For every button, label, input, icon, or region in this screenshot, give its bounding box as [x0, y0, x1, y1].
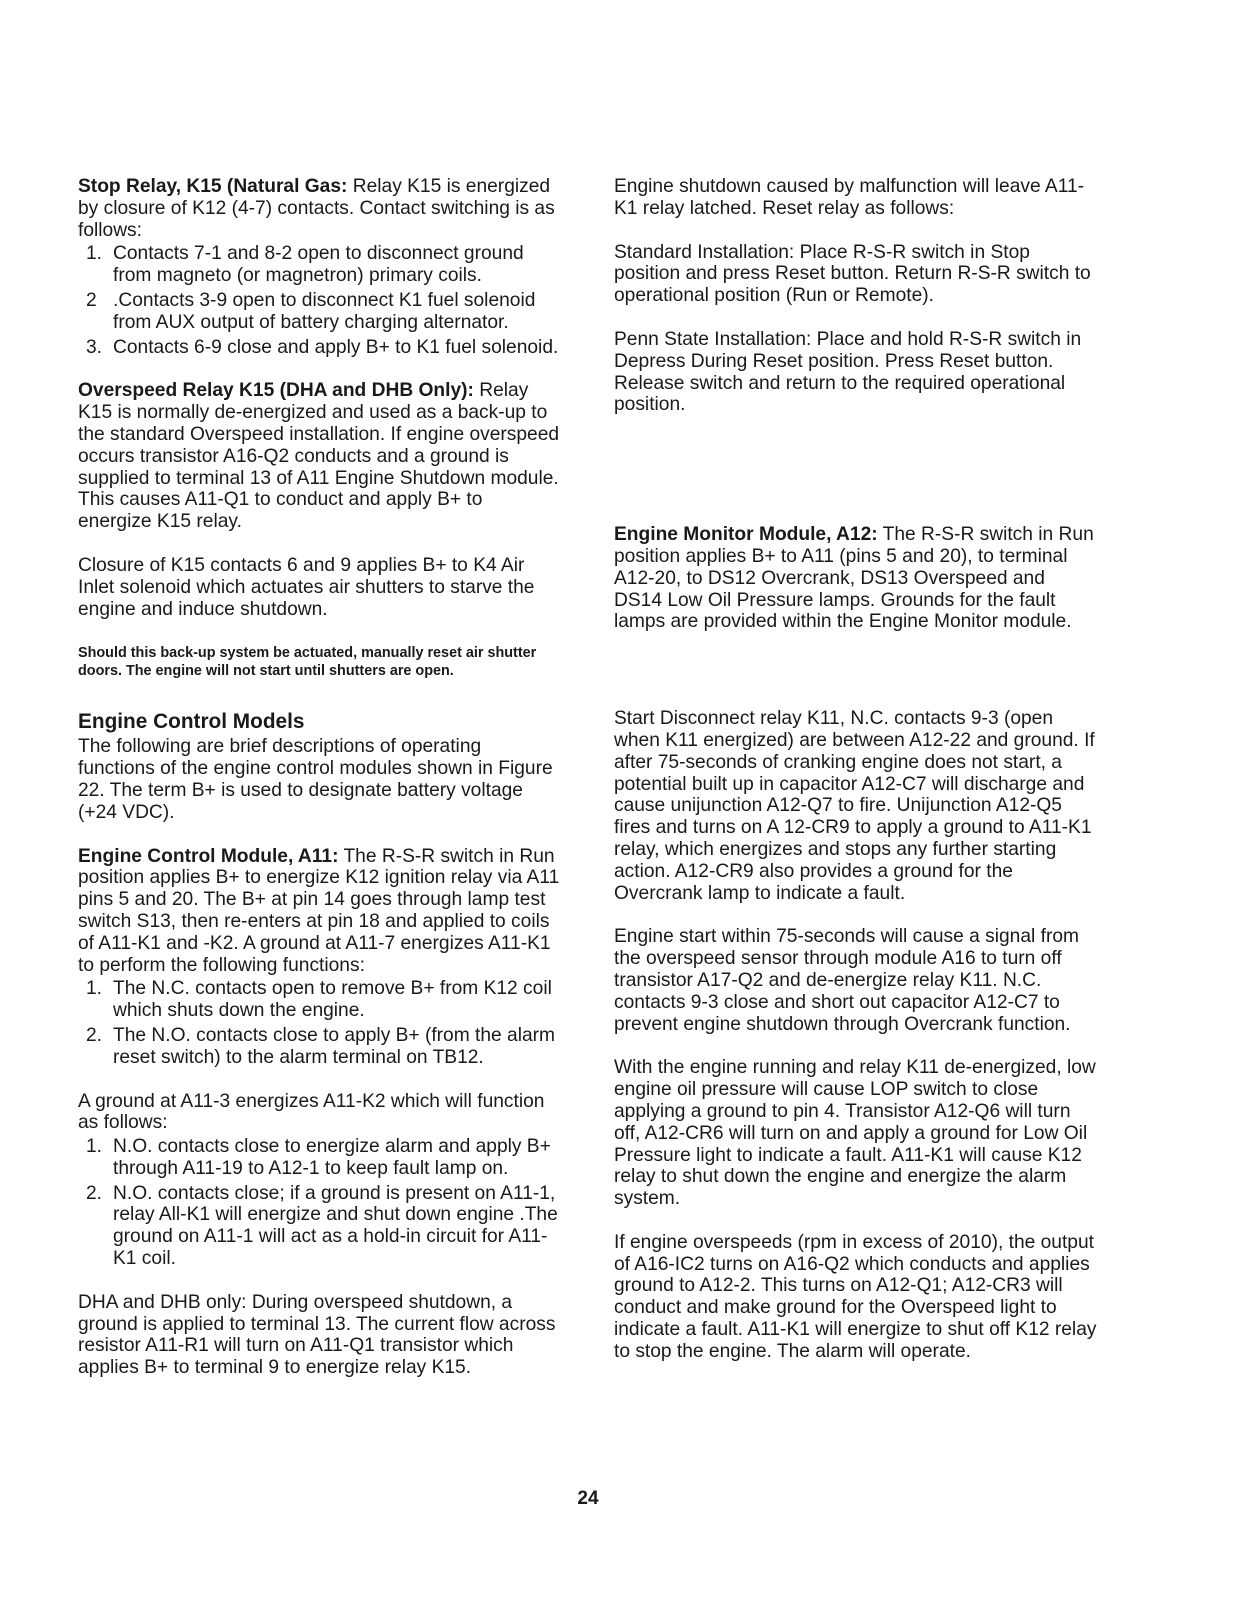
list-item-text: The N.C. contacts open to remove B+ from K12 coil which shuts down the engine.: [113, 978, 552, 1022]
engine-running-paragraph: With the engine running and relay K11 de-energized, low engine oil pressure will cause LOP switch to close applying a ground to pin 4. Transistor A12-Q6 will turn off, A12-CR6 will turn on and apply a ground for Low Oil Pressure light to indicate a fault. A11-K1 will cause K12 relay to shut down the engine and energize the alarm system.: [614, 1057, 1096, 1210]
overspeeds-paragraph: If engine overspeeds (rpm in excess of 2010), the output of A16-IC2 turns on A16-Q2 which conducts and applies ground to A12-2. This turns on A12-Q1; A12-CR3 will conduct and make ground for the Overspeed light to indicate a fault. A11-K1 will energize to shut off K12 relay to stop the engine. The alarm will operate.: [614, 1231, 1097, 1362]
a12-heading: Engine Monitor Module, A12:: [614, 524, 878, 546]
column-spacer: [614, 438, 1098, 524]
list-item-text: The N.O. contacts close to apply B+ (from the alarm reset switch) to the alarm terminal on TB12.: [113, 1024, 556, 1068]
a12-text: The R-S-R switch in Run position applies B+ to A11 (pins 5 and 20), to terminal A12-20, to DS12 Overcrank, DS13 Overspeed and DS14 Low Oil Pressure lamps. Grounds for the fault lamps are provided within the Engine Monitor module.: [614, 524, 1094, 633]
stop-relay-heading: Stop Relay, K15 (Natural Gas:: [78, 176, 348, 197]
dha-dhb-paragraph: DHA and DHB only: During overspeed shutdown, a ground is applied to terminal 13. The current flow across resistor A11-R1 will turn on A11-Q1 transistor which applies B+ to terminal 9 to energize relay K15.: [78, 1291, 556, 1379]
a12-paragraph: [614, 524, 1098, 633]
penn-state-installation-paragraph: Penn State Installation: Place and hold R-S-R switch in Depress During Reset position. Press Reset button. Release switch and return to the required operational position.: [614, 328, 1082, 416]
right-column: [614, 176, 1098, 1385]
a11-k2-list: [78, 1136, 560, 1270]
column-spacer: [614, 655, 1098, 708]
list-item-text: Contacts 6-9 close and apply B+ to K1 fuel solenoid.: [113, 336, 559, 358]
list-item-number: 1.: [86, 1136, 103, 1158]
left-column: [78, 176, 560, 1401]
list-item-text: .Contacts 3-9 open to disconnect K1 fuel solenoid from AUX output of battery charging alternator.: [113, 289, 536, 333]
shutdown-malfunction-paragraph: Engine shutdown caused by malfunction will leave A11-K1 relay latched. Reset relay as follows:: [614, 176, 1085, 219]
overspeed-relay-text: Relay K15 is normally de-energized and used as a back-up to the standard Overspeed installation. If engine overspeed occurs transistor A16-Q2 conducts and a ground is supplied to terminal 13 of A11 Engine Shutdown module. This causes A11-Q1 to conduct and apply B+ to energize K15 relay.: [78, 380, 560, 533]
stop-relay-text: Relay K15 is energized by closure of K12 (4-7) contacts. Contact switching is as follows:: [78, 176, 555, 241]
a11-list: [78, 978, 560, 1068]
a11-heading: Engine Control Module, A11:: [78, 845, 339, 867]
list-item-number: 1.: [86, 243, 103, 265]
list-item: [78, 337, 560, 359]
a11-text: The R-S-R switch in Run position applies B+ to energize K12 ignition relay via A11 pins 5 and 20. The B+ at pin 14 goes through lamp test switch S13, then re-enters at pin 18 and applied to coils of A11-K1 and -K2. A ground at A11-7 energizes A11-K1 to perform the following functions:: [78, 845, 560, 976]
list-item-text: Contacts 7-1 and 8-2 open to disconnect ground from magneto (or magnetron) primary coils.: [113, 243, 524, 287]
closure-k15-paragraph: Closure of K15 contacts 6 and 9 applies B+ to K4 Air Inlet solenoid which actuates air shutters to starve the engine and induce shutdown.: [78, 554, 535, 620]
list-item: [78, 978, 560, 1022]
list-item-number: 3.: [86, 336, 103, 358]
list-item: [78, 1136, 560, 1180]
overspeed-relay-heading: Overspeed Relay K15 (DHA and DHB Only):: [78, 380, 474, 402]
stop-relay-paragraph: [78, 176, 560, 241]
stop-relay-list: [78, 243, 560, 358]
list-item-number: 2: [86, 289, 97, 311]
backup-note: Should this back-up system be actuated, manually reset air shutter doors. The engine will not start until shutters are open.: [78, 645, 537, 680]
list-item: [78, 290, 560, 334]
start-disconnect-paragraph: Start Disconnect relay K11, N.C. contacts 9-3 (open when K11 energized) are between A12-22 and ground. If after 75-seconds of cranking engine does not start, a potential built up in capacitor A12-C7 will discharge and cause unijunction A12-Q7 to fire. Unijunction A12-Q5 fires and turns on A 12-CR9 to apply a ground to A11-K1 relay, which energizes and stops any further starting action. A12-CR9 also provides a ground for the Overcrank lamp to indicate a fault.: [614, 708, 1095, 904]
list-item-text: N.O. contacts close to energize alarm and apply B+ through A11-19 to A12-1 to keep fault lamp on.: [113, 1136, 551, 1179]
list-item-number: 2.: [86, 1024, 103, 1046]
overspeed-relay-paragraph: [78, 380, 560, 533]
list-item-text: N.O. contacts close; if a ground is present on A11-1, relay All-K1 will energize and shut down engine .The ground on A11-1 will act as a hold-in circuit for A11-K1 coil.: [113, 1182, 558, 1270]
list-item-number: 2.: [86, 1182, 103, 1204]
engine-control-models-paragraph: The following are brief descriptions of operating functions of the engine control modules shown in Figure 22. The term B+ is used to designate battery voltage (+24 VDC).: [78, 736, 553, 823]
engine-control-models-heading: Engine Control Models: [78, 710, 305, 734]
a11-k2-paragraph: A ground at A11-3 energizes A11-K2 which will function as follows:: [78, 1090, 545, 1134]
list-item: [78, 1025, 560, 1069]
list-item-number: 1.: [86, 978, 103, 1000]
engine-start-paragraph: Engine start within 75-seconds will cause a signal from the overspeed sensor through module A16 to turn off transistor A17-Q2 and de-energize relay K11. N.C. contacts 9-3 close and short out capacitor A12-C7 to prevent engine shutdown through Overcrank function.: [614, 926, 1079, 1035]
page-number: 24: [577, 1488, 599, 1509]
list-item: [78, 243, 560, 287]
standard-installation-paragraph: Standard Installation: Place R-S-R switch in Stop position and press Reset button. Return R-S-R switch to operational position (Run or Remote).: [614, 241, 1091, 307]
list-item: [78, 1183, 560, 1270]
a11-paragraph: [78, 846, 560, 977]
